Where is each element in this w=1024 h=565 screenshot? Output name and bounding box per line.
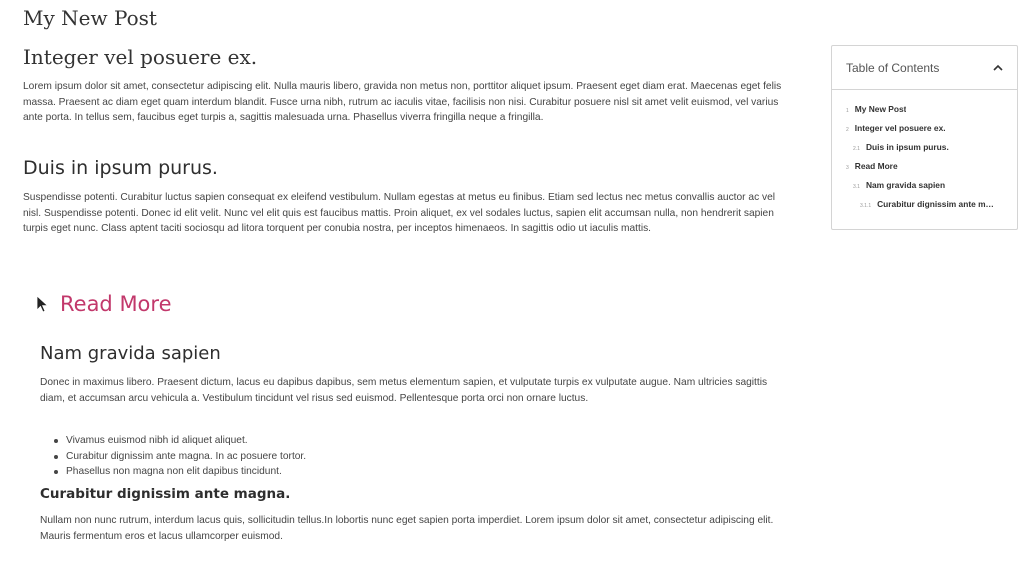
chevron-up-icon[interactable]	[993, 64, 1003, 71]
section-heading-curabitur: Curabitur dignissim ante magna.	[40, 486, 291, 502]
section-heading-integer: Integer vel posuere ex.	[23, 45, 258, 69]
toc-title: Table of Contents	[846, 60, 940, 75]
toc-item-my-new-post[interactable]	[832, 104, 1017, 123]
section-heading-nam: Nam gravida sapien	[40, 343, 221, 364]
toc-item-label[interactable]: Integer vel posuere ex.	[854, 123, 946, 133]
toc-item-number: 3.1.1	[860, 203, 872, 209]
toc-item-duis[interactable]	[832, 142, 1017, 161]
section-heading-duis: Duis in ipsum purus.	[23, 157, 218, 179]
toc-item-number: 3	[846, 165, 849, 171]
toc-item-number: 1	[846, 108, 849, 114]
toc-item-nam[interactable]	[832, 180, 1017, 199]
section-paragraph-integer: Lorem ipsum dolor sit amet, consectetur adipiscing elit. Nulla mauris libero, gravida non metus non, porttitor aliquet ipsum. Praesent eget diam erat. Maecenas eget felis massa. Praesent ac diam eget quam interdum blandit. Fusce urna nibh, rutrum ac iaculis vitae, facilisis non nisi. Curabitur posuere nisl sit amet velit euismod, vel varius ante porta. In tellus sem, faucibus eget turpis a, sagittis malesuada urna. Phasellus viverra fringilla neque a fringilla.	[23, 81, 782, 123]
list-item: Phasellus non magna non elit dapibus tincidunt.	[66, 464, 306, 480]
toc-item-label[interactable]: Read More	[854, 161, 898, 171]
section-paragraph-nam: Donec in maximus libero. Praesent dictum, lacus eu dapibus dapibus, sem metus elementum sapien, et vulputate turpis ex vulputate augue. Nam ultricies sagittis diam, et accumsan arcu vehicula a. Vestibulum tincidunt vel risus sed euismod. Pellentesque porta orci non ornare luctus.	[40, 377, 768, 404]
toc-item-curabitur[interactable]	[832, 199, 1017, 218]
toc-item-label[interactable]: Nam gravida sapien	[865, 180, 946, 190]
list-item: Vivamus euismod nibh id aliquet aliquet.	[66, 433, 306, 449]
toc-item-integer[interactable]	[832, 123, 1017, 142]
section-paragraph-curabitur: Nullam non nunc rutrum, interdum lacus quis, sollicitudin tellus.In lobortis nunc eget sapien porta imperdiet. Lorem ipsum dolor sit amet, consectetur adipiscing elit. Mauris fermentum eros et lacus ullamcorper euismod.	[40, 515, 774, 542]
bullet-list	[66, 433, 306, 480]
toc-item-read-more[interactable]	[832, 161, 1017, 180]
post-title: My New Post	[23, 6, 157, 30]
table-of-contents	[831, 45, 1018, 230]
toc-item-number: 2.1	[853, 146, 860, 152]
section-paragraph-duis: Suspendisse potenti. Curabitur luctus sapien consequat ex eleifend vestibulum. Nullam egestas at metus eu finibus. Etiam sed lectus nec metus convallis auctor ac vel nisl. Suspendisse potenti. Donec id elit velit. Nunc vel elit quis est faucibus mattis. Proin aliquet, ex vel sodales luctus, sapien elit accumsan nulla, non hendrerit sapien turpis eget nunc. Class aptent taciti sociosqu ad litora torquent per conubia nostra, per inceptos himenaeos. In sagittis odio ut iaculis mattis.	[23, 192, 776, 234]
toc-item-label[interactable]: Duis in ipsum purus.	[865, 142, 949, 152]
toc-item-number: 3.1	[853, 184, 860, 190]
read-more-heading[interactable]: Read More	[60, 292, 172, 316]
toc-item-number: 2	[846, 127, 849, 133]
toc-item-label[interactable]: My New Post	[854, 104, 907, 114]
read-more-row[interactable]	[36, 292, 172, 316]
mouse-pointer-icon	[36, 295, 50, 313]
list-item: Curabitur dignissim ante magna. In ac posuere tortor.	[66, 449, 306, 465]
toc-list	[832, 90, 1017, 218]
toc-header[interactable]	[832, 46, 1017, 90]
toc-item-label[interactable]: Curabitur dignissim ante m…	[877, 199, 994, 209]
